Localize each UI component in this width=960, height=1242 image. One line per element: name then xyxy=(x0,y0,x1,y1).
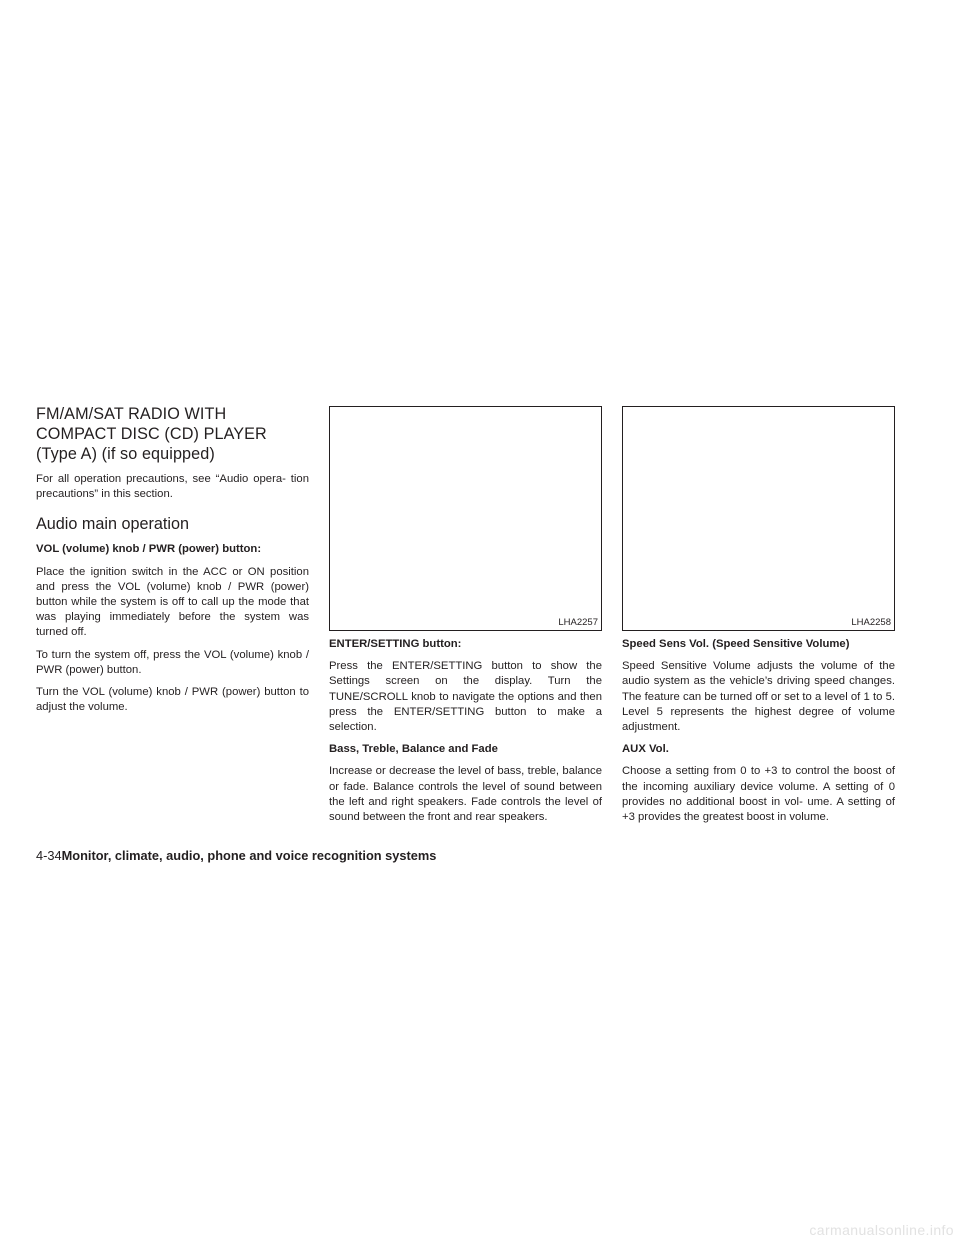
middle-column xyxy=(329,406,602,832)
page-number: 4-34 xyxy=(36,848,62,863)
section-heading: FM/AM/SAT RADIO WITH COMPACT DISC (CD) PLAYER (Type A) (if so equipped) xyxy=(36,405,267,463)
left-column xyxy=(36,404,309,722)
figure-lha2258 xyxy=(622,406,895,631)
aux-vol-label: AUX Vol. xyxy=(622,743,669,756)
enter-setting-label: ENTER/SETTING button: xyxy=(329,638,462,650)
vol-paragraph-1: Place the ignition switch in the ACC or ON position and press the VOL (volume) knob / PWR (power) button while the system is off to call up the mode that was playing immediately before the system was turned off. xyxy=(36,565,309,639)
speed-sens-vol-paragraph: Speed Sensitive Volume adjusts the volume of the audio system as the vehicle’s driving speed changes. The feature can be turned off or set to a level of 1 to 5. Level 5 represents the highest degree of volume adjustment. xyxy=(622,660,895,734)
speed-sens-vol-label: Speed Sens Vol. (Speed Sensitive Volume) xyxy=(622,638,850,650)
enter-setting-paragraph: Press the ENTER/SETTING button to show the Settings screen on the display. Turn the TUNE/SCROLL knob to navigate the options and then press the ENTER/SETTING button to make a selection. xyxy=(329,660,602,734)
right-column xyxy=(622,406,895,832)
intro-paragraph: For all operation precautions, see “Audio opera- tion precautions” in this section. xyxy=(36,473,309,501)
figure-code: LHA2258 xyxy=(851,617,891,628)
subheading-audio-main-operation: Audio main operation xyxy=(36,515,189,534)
vol-paragraph-2: To turn the system off, press the VOL (volume) knob / PWR (power) button. xyxy=(36,648,309,676)
page-footer xyxy=(36,848,436,864)
vol-knob-label: VOL (volume) knob / PWR (power) button: xyxy=(36,543,262,556)
chapter-title: Monitor, climate, audio, phone and voice recognition systems xyxy=(61,848,437,863)
bass-treble-paragraph: Increase or decrease the level of bass, treble, balance or fade. Balance controls the level of sound between the left and right speakers. Fade controls the level of sound between the front and rear speakers. xyxy=(329,765,602,824)
bass-treble-label: Bass, Treble, Balance and Fade xyxy=(329,743,498,756)
aux-vol-paragraph: Choose a setting from 0 to +3 to control the boost of the incoming auxiliary device volume. A setting of 0 provides no additional boost in vol- ume. A setting of +3 provides the greatest boost in volume. xyxy=(622,765,895,824)
figure-lha2257 xyxy=(329,406,602,631)
watermark: carmanualsonline.info xyxy=(809,1222,954,1238)
figure-code: LHA2257 xyxy=(558,617,598,628)
vol-paragraph-3: Turn the VOL (volume) knob / PWR (power) button to adjust the volume. xyxy=(36,686,309,714)
